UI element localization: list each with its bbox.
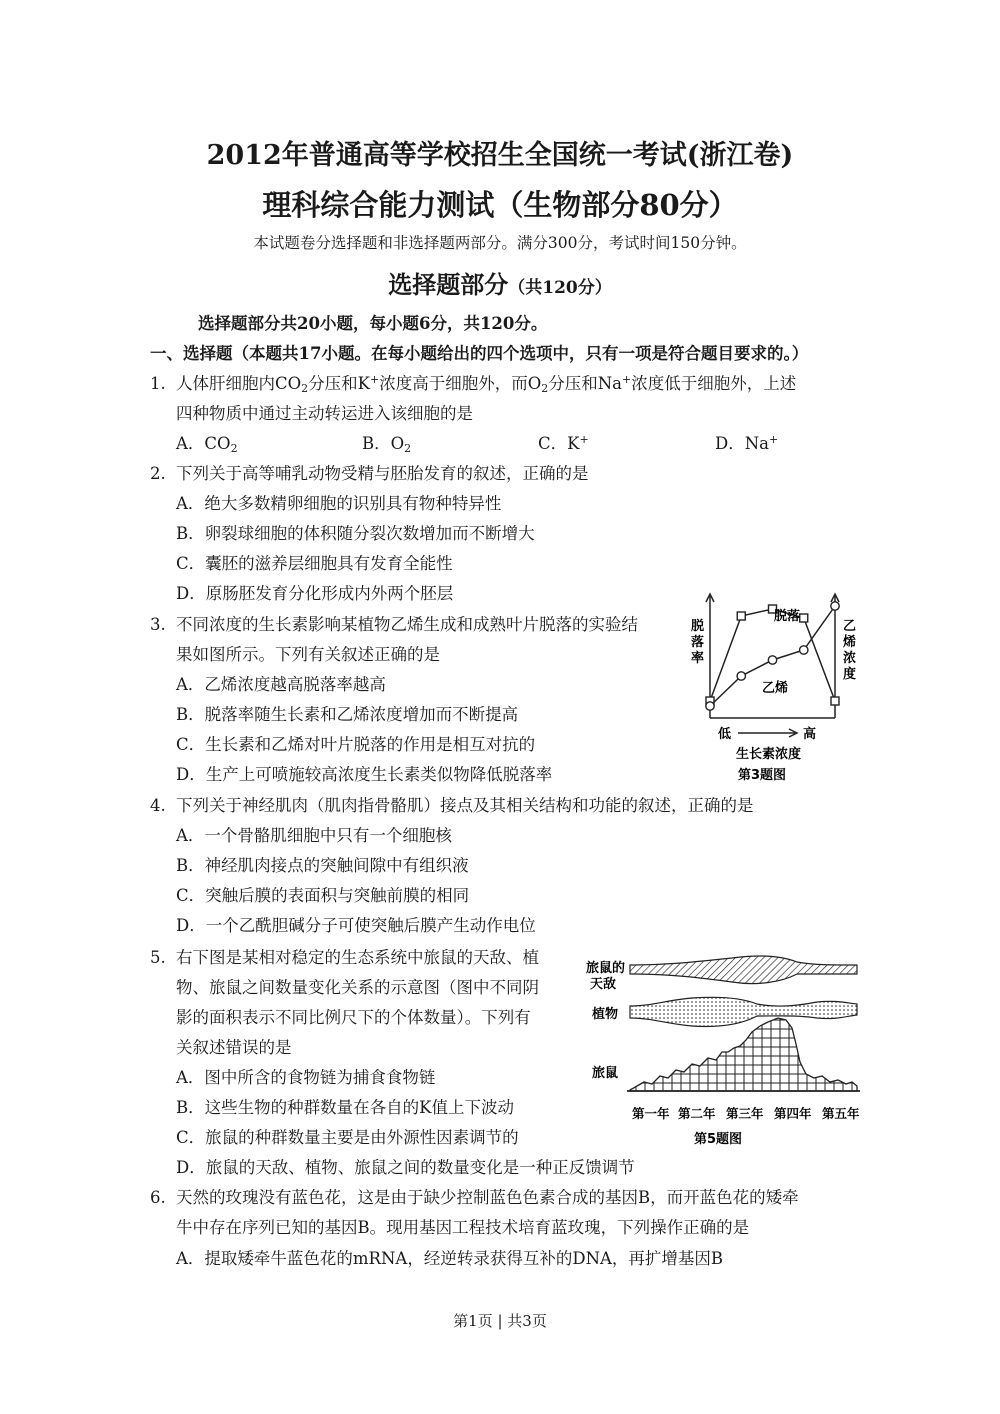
q6-number: 6. — [150, 1188, 166, 1207]
fig5-year-3: 第三年 — [726, 1106, 764, 1121]
fig5-label-plant: 植物 — [592, 1007, 619, 1022]
fig3-point-ethylene — [831, 602, 839, 610]
q4-number: 4. — [150, 796, 166, 815]
section-note: 选择题部分共20小题，每小题6分，共120分。 — [198, 314, 548, 333]
exam-title: 2012年普通高等学校招生全国统一考试(浙江卷) — [206, 140, 794, 171]
q3-stem-line1: 不同浓度的生长素影响某植物乙烯生成和成熟叶片脱落的实验结 — [176, 615, 638, 634]
q5-number: 5. — [150, 948, 166, 967]
q1-stem-line2: 四种物质中通过主动转运进入该细胞的是 — [176, 404, 473, 423]
exam-intro: 本试题卷分选择题和非选择题两部分。满分300分，考试时间150分钟。 — [253, 234, 747, 252]
figure-5 — [582, 948, 872, 1153]
q3-option-d: D．生产上可喷施较高浓度生长素类似物降低脱落率 — [176, 765, 553, 784]
q5-stem-line3: 影的面积表示不同比例尺下的个体数量）。下列有 — [176, 1008, 531, 1027]
fig3-y-left-3: 率 — [691, 651, 705, 666]
section-title — [0, 265, 1000, 300]
q5-option-d: D．旅鼠的天敌、植物、旅鼠之间的数量变化是一种正反馈调节 — [176, 1158, 635, 1177]
fig3-point-ethylene — [800, 646, 808, 654]
q3-stem-line2: 果如图所示。下列有关叙述正确的是 — [176, 645, 440, 664]
q2-stem: 下列关于高等哺乳动物受精与胚胎发育的叙述，正确的是 — [176, 464, 589, 483]
fig3-label-ethylene: 乙烯 — [762, 681, 789, 696]
fig3-caption: 第3题图 — [738, 768, 787, 783]
fig5-year-4: 第四年 — [774, 1106, 812, 1121]
q4-stem: 下列关于神经肌肉（肌肉指骨骼肌）接点及其相关结构和功能的叙述，正确的是 — [176, 796, 754, 815]
fig5-label-predator-1: 旅鼠的 — [586, 961, 626, 976]
q3-option-b: B．脱落率随生长素和乙烯浓度增加而不断提高 — [176, 705, 519, 724]
q5-stem-line1: 右下图是某相对稳定的生态系统中旅鼠的天敌、植 — [176, 948, 539, 967]
q6-stem-line2: 牛中存在序列已知的基因B。现用基因工程技术培育蓝玫瑰，下列操作正确的是 — [176, 1218, 750, 1237]
fig3-y-right-3: 浓 — [843, 651, 857, 666]
exam-subtitle: 理科综合能力测试（生物部分80分） — [262, 188, 738, 222]
fig3-point-shedding — [800, 614, 808, 622]
q5-option-c: C．旅鼠的种群数量主要是由外源性因素调节的 — [176, 1128, 519, 1147]
q5-option-a: A．图中所含的食物链为捕食食物链 — [176, 1068, 436, 1087]
q1-option-a: A．$CO_2$ — [176, 434, 238, 455]
q5-stem-line4: 关叙述错误的是 — [176, 1038, 292, 1057]
fig5-lemming-area — [630, 1018, 857, 1091]
fig3-x-low: 低 — [718, 727, 732, 742]
q6-option-a: A．提取矮牵牛蓝色花的mRNA，经逆转录获得互补的DNA，再扩增基因B — [176, 1249, 724, 1268]
q1-stem-line1: 人体肝细胞内$CO_2$分压和K+浓度高于细胞外，而$O_2$分压和Na+浓度低于细胞外，上述 — [176, 373, 797, 395]
fig3-x-label: 生长素浓度 — [736, 747, 802, 762]
q1-option-b: B．$O_2$ — [362, 434, 412, 455]
q2-option-a: A．绝大多数精卵细胞的识别具有物种特异性 — [176, 494, 502, 513]
fig3-y-right-2: 烯 — [843, 635, 857, 650]
fig3-y-left-1: 脱 — [691, 619, 705, 634]
q2-number: 2. — [150, 464, 166, 483]
q1-option-d: D．Na+ — [715, 433, 779, 453]
q4-option-b: B．神经肌肉接点的突触间隙中有组织液 — [176, 856, 469, 875]
fig3-point-shedding — [831, 697, 839, 705]
q3-number: 3. — [150, 615, 166, 634]
q5-stem-line2: 物、旅鼠之间数量变化关系的示意图（图中不同阴 — [176, 978, 539, 997]
q6-stem-line1: 天然的玫瑰没有蓝色花，这是由于缺少控制蓝色色素合成的基因B，而开蓝色花的矮牵 — [176, 1188, 799, 1207]
fig3-point-ethylene — [768, 656, 776, 664]
q2-option-d: D．原肠胚发育分化形成内外两个胚层 — [176, 584, 454, 603]
fig5-year-1: 第一年 — [632, 1106, 670, 1121]
section-title-text: 选择题部分 — [388, 270, 509, 299]
page-footer: 第1页 | 共3页 — [453, 1312, 547, 1330]
q5-option-b: B．这些生物的种群数量在各自的K值上下波动 — [176, 1098, 514, 1117]
fig5-predator-band — [630, 956, 857, 984]
fig3-label-shedding: 脱落 — [774, 609, 801, 624]
fig3-point-ethylene — [706, 702, 714, 710]
section-score: （共120分） — [508, 278, 612, 298]
q1-option-c: C．K+ — [538, 433, 589, 453]
fig3-point-ethylene — [737, 672, 745, 680]
fig3-y-right-4: 度 — [843, 667, 857, 682]
q3-option-a: A．乙烯浓度越高脱落率越高 — [176, 675, 386, 694]
fig3-x-high: 高 — [803, 727, 817, 742]
fig5-caption: 第5题图 — [694, 1132, 743, 1147]
figure-3 — [680, 588, 870, 788]
q2-option-c: C．囊胚的滋养层细胞具有发育全能性 — [176, 554, 453, 573]
q2-option-b: B．卵裂球细胞的体积随分裂次数增加而不断增大 — [176, 524, 535, 543]
fig5-year-2: 第二年 — [678, 1106, 716, 1121]
fig5-label-predator-2: 天敌 — [590, 977, 617, 992]
q3-option-c: C．生长素和乙烯对叶片脱落的作用是相互对抗的 — [176, 735, 536, 754]
fig5-label-lemming: 旅鼠 — [592, 1066, 619, 1081]
fig3-y-right-1: 乙 — [843, 619, 857, 634]
q4-option-a: A．一个骨骼肌细胞中只有一个细胞核 — [176, 826, 452, 845]
part-heading: 一、选择题（本题共17小题。在每小题给出的四个选项中，只有一项是符合题目要求的。） — [150, 344, 809, 363]
fig3-y-left-2: 落 — [691, 635, 705, 650]
q1-number: 1. — [150, 374, 166, 393]
fig5-year-5: 第五年 — [822, 1106, 860, 1121]
fig5-plant-band — [630, 997, 857, 1026]
q4-option-c: C．突触后膜的表面积与突触前膜的相同 — [176, 886, 470, 905]
fig3-point-shedding — [737, 612, 745, 620]
q4-option-d: D．一个乙酰胆碱分子可使突触后膜产生动作电位 — [176, 916, 536, 935]
